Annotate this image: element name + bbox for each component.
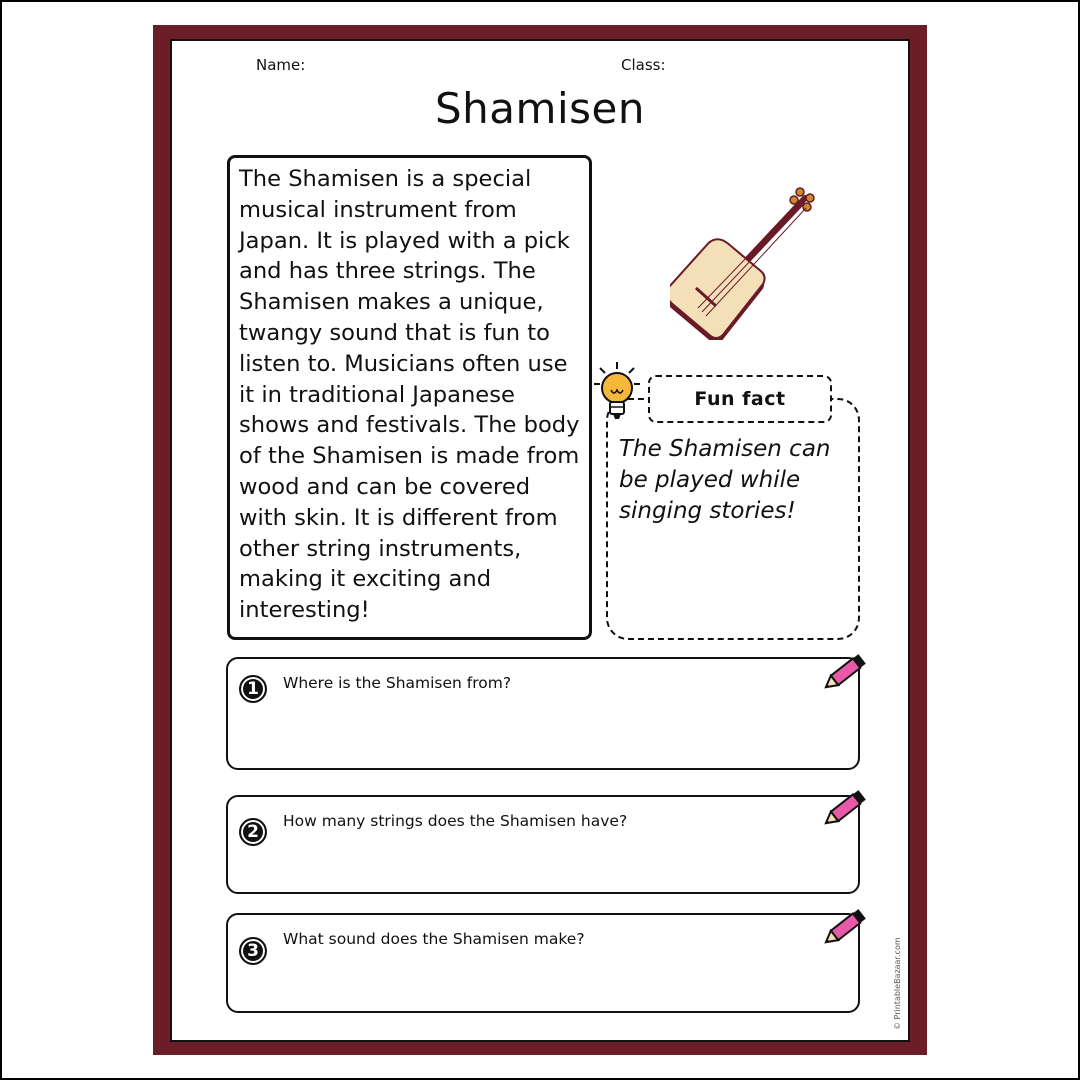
question-number-1: 1 (239, 675, 267, 703)
question-2-text: How many strings does the Shamisen have? (283, 812, 628, 830)
fun-fact-text: The Shamisen can be played while singing stories! (619, 436, 831, 524)
name-label: Name: (256, 56, 306, 74)
page-title: Shamisen (435, 84, 645, 133)
fun-fact-heading: Fun fact (648, 375, 832, 423)
shamisen-illustration (670, 180, 820, 340)
reading-passage: The Shamisen is a special musical instrument from Japan. It is played with a pick and has three strings. The Shamisen makes a unique, twangy sound that is fun to listen to. Musicians often use it in traditional Japanese shows and festivals. The body of the Shamisen is made from wood and can be covered with skin. It is different from other string instruments, making it exciting and interesting! (227, 155, 592, 640)
answer-box-3[interactable] (226, 913, 860, 1013)
pencil-icon (818, 650, 870, 696)
class-label: Class: (621, 56, 666, 74)
pencil-icon (818, 786, 870, 832)
pencil-icon (818, 905, 870, 951)
question-1-text: Where is the Shamisen from? (283, 674, 512, 692)
copyright-text: © PrintableBazaar.com (893, 937, 902, 1030)
answer-box-2[interactable] (226, 795, 860, 894)
question-number-3: 3 (239, 937, 267, 965)
question-number-2: 2 (239, 818, 267, 846)
question-3-text: What sound does the Shamisen make? (283, 930, 585, 948)
lightbulb-icon (592, 360, 642, 422)
